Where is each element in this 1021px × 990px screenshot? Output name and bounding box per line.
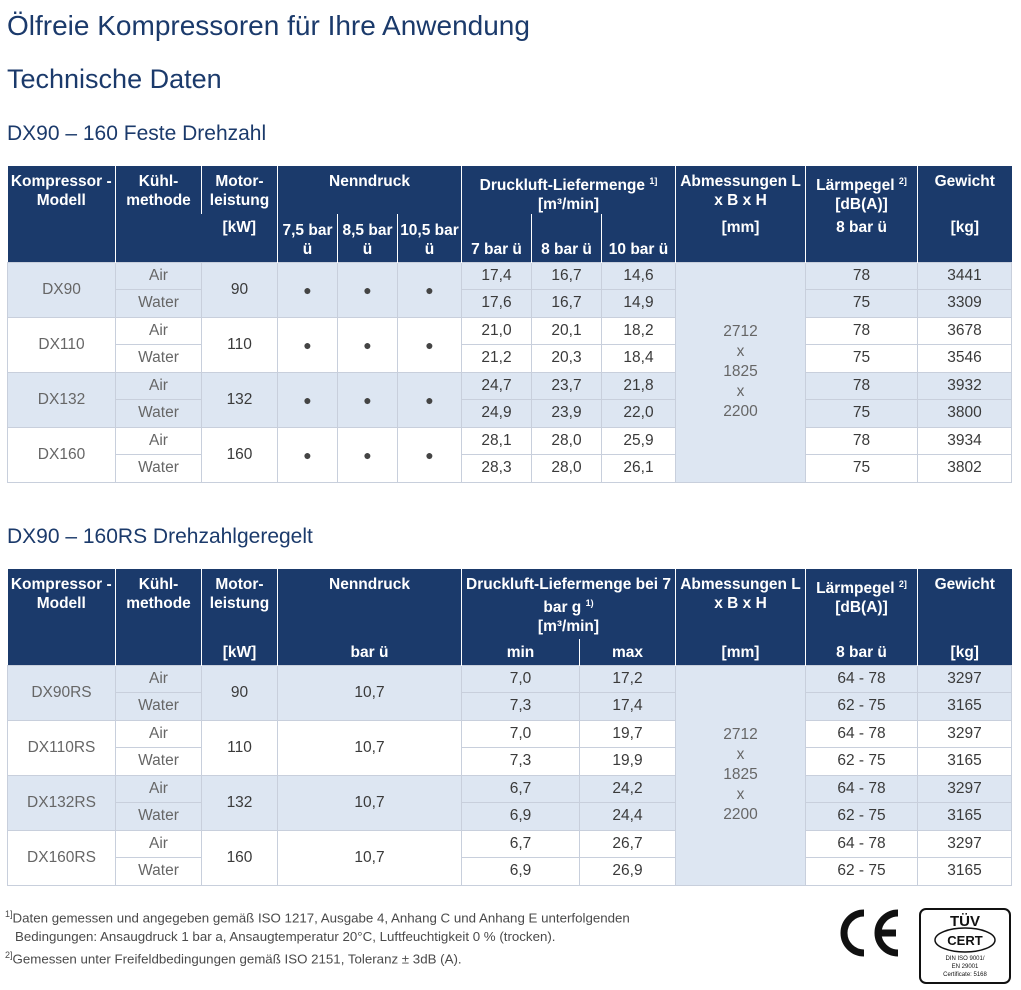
flow-min-value: 6,9 (462, 803, 580, 831)
col-flow (462, 166, 676, 214)
flow-footnote-mark: 1) (585, 598, 594, 608)
model-name: DX132 (8, 372, 116, 427)
flow-value: 23,7 (532, 372, 602, 400)
pressure-dot: ● (338, 262, 398, 317)
model-name: DX110 (8, 317, 116, 372)
col-model: Kompressor -Modell (8, 166, 116, 262)
footnote-2-mark: 2] (5, 950, 13, 960)
noise-value: 64 - 78 (806, 720, 918, 748)
col-model: Kompressor -Modell (8, 569, 116, 639)
table1-title: DX90 – 160 Feste Drehzahl (7, 122, 267, 145)
variable-speed-table (7, 569, 1012, 886)
pressure-dot: ● (278, 372, 338, 427)
cooling-method: Water (116, 858, 202, 886)
table-row (8, 427, 1012, 455)
motor-power: 132 (202, 372, 278, 427)
cooling-method: Water (116, 290, 202, 318)
cooling-method: Water (116, 693, 202, 721)
col-cooling: Kühl- methode (116, 166, 202, 262)
cooling-method: Water (116, 748, 202, 776)
flow-min-value: 6,7 (462, 775, 580, 803)
cooling-method: Air (116, 262, 202, 290)
pressure-dot: ● (338, 372, 398, 427)
weight-value: 3165 (918, 748, 1012, 776)
weight-value: 3934 (918, 427, 1012, 455)
flow-max: max (580, 639, 676, 665)
flow-value: 28,3 (462, 455, 532, 483)
pressure-dot: ● (338, 427, 398, 482)
col-weight: Gewicht (918, 166, 1012, 214)
pressure-dot: ● (278, 317, 338, 372)
tuv-line3: Certificate: 5168 (943, 972, 987, 978)
table-row (8, 748, 1012, 776)
flow-value: 16,7 (532, 262, 602, 290)
noise-label: Lärmpegel (816, 580, 895, 598)
cooling-method: Air (116, 372, 202, 400)
flow-max-value: 19,7 (580, 720, 676, 748)
flow-max-value: 17,2 (580, 665, 676, 693)
noise-footnote-mark: 2] (898, 176, 907, 186)
flow-max-value: 24,4 (580, 803, 676, 831)
noise-value: 62 - 75 (806, 693, 918, 721)
flow-value: 28,0 (532, 427, 602, 455)
dimension-part: 2712 (723, 726, 758, 743)
flow-value: 28,1 (462, 427, 532, 455)
dimensions-value (676, 665, 806, 885)
pressure-dot: ● (398, 427, 462, 482)
table-row (8, 693, 1012, 721)
table-row (8, 317, 1012, 345)
weight-value: 3546 (918, 345, 1012, 373)
flow-label: Druckluft-Liefermenge (479, 177, 646, 195)
weight-unit: [kg] (918, 214, 1012, 262)
flow-min-value: 6,9 (462, 858, 580, 886)
weight-value: 3297 (918, 775, 1012, 803)
pressure-7-5: 7,5 bar ü (278, 214, 338, 262)
table-row (8, 455, 1012, 483)
flow-unit: [m³/min] (537, 618, 600, 636)
pressure-unit: bar ü (278, 639, 462, 665)
tuv-cert-logo (919, 908, 1011, 984)
pressure-value: 10,7 (278, 830, 462, 885)
flow-value: 23,9 (532, 400, 602, 428)
noise-value: 64 - 78 (806, 775, 918, 803)
table-row (8, 775, 1012, 803)
tuv-line2: EN 29001 (951, 964, 979, 970)
noise-value: 75 (806, 455, 918, 483)
motor-unit: [kW] (202, 214, 278, 262)
weight-value: 3297 (918, 830, 1012, 858)
weight-value: 3932 (918, 372, 1012, 400)
flow-value: 26,1 (602, 455, 676, 483)
col-noise (806, 569, 918, 639)
weight-unit: [kg] (918, 639, 1012, 665)
pressure-value: 10,7 (278, 775, 462, 830)
dimensions-value (676, 262, 806, 482)
table-row (8, 372, 1012, 400)
col-cooling: Kühl- methode (116, 569, 202, 639)
dimension-part: x (736, 746, 745, 763)
noise-condition: 8 bar ü (806, 214, 918, 262)
flow-value: 17,6 (462, 290, 532, 318)
table2-title: DX90 – 160RS Drehzahlgeregelt (7, 525, 313, 548)
table-row (8, 830, 1012, 858)
flow-footnote-mark: 1] (649, 176, 658, 186)
weight-value: 3309 (918, 290, 1012, 318)
cooling-method: Air (116, 317, 202, 345)
pressure-8-5: 8,5 bar ü (338, 214, 398, 262)
noise-value: 64 - 78 (806, 665, 918, 693)
footnote-2 (5, 946, 462, 968)
flow-value: 21,8 (602, 372, 676, 400)
flow-value: 20,3 (532, 345, 602, 373)
flow-value: 21,2 (462, 345, 532, 373)
flow-value: 28,0 (532, 455, 602, 483)
dimension-part: x (736, 383, 745, 401)
noise-value: 78 (806, 372, 918, 400)
model-name: DX160RS (8, 830, 116, 885)
ce-mark-logo (836, 907, 902, 959)
dimension-part: x (736, 343, 745, 361)
weight-value: 3802 (918, 455, 1012, 483)
flow-value: 20,1 (532, 317, 602, 345)
noise-value: 62 - 75 (806, 748, 918, 776)
pressure-value: 10,7 (278, 665, 462, 720)
cooling-blank (116, 639, 202, 665)
noise-value: 62 - 75 (806, 858, 918, 886)
table-row (8, 262, 1012, 290)
flow-min-value: 7,3 (462, 748, 580, 776)
motor-power: 132 (202, 775, 278, 830)
noise-value: 62 - 75 (806, 803, 918, 831)
model-name: DX132RS (8, 775, 116, 830)
col-dimensions: Abmessungen L x B x H (676, 569, 806, 639)
pressure-dot: ● (278, 427, 338, 482)
dimension-part: 2712 (723, 323, 758, 341)
motor-power: 160 (202, 830, 278, 885)
pressure-dot: ● (398, 262, 462, 317)
dimensions-unit: [mm] (676, 214, 806, 262)
cooling-method: Water (116, 400, 202, 428)
table-row (8, 345, 1012, 373)
model-name: DX160 (8, 427, 116, 482)
flow-value: 22,0 (602, 400, 676, 428)
weight-value: 3165 (918, 803, 1012, 831)
dimension-part: x (736, 786, 745, 803)
flow-min-value: 6,7 (462, 830, 580, 858)
col-weight: Gewicht (918, 569, 1012, 639)
flow-value: 25,9 (602, 427, 676, 455)
cooling-method: Water (116, 803, 202, 831)
model-name: DX110RS (8, 720, 116, 775)
flow-min-value: 7,0 (462, 665, 580, 693)
dimensions-unit: [mm] (676, 639, 806, 665)
pressure-10-5: 10,5 bar ü (398, 214, 462, 262)
weight-value: 3297 (918, 720, 1012, 748)
pressure-value: 10,7 (278, 720, 462, 775)
dimension-part: 2200 (723, 403, 758, 421)
footnote-1-text2: Bedingungen: Ansaugdruck 1 bar a, Ansaugtemperatur 20°C, Luftfeuchtigkeit 0 % (trocken). (15, 929, 556, 945)
cert-text: CERT (947, 933, 983, 948)
tuv-line1: DIN ISO 9001/ (945, 956, 985, 962)
model-blank (8, 639, 116, 665)
noise-value: 64 - 78 (806, 830, 918, 858)
flow-7: 7 bar ü (462, 214, 532, 262)
motor-power: 90 (202, 262, 278, 317)
footnote-1 (5, 905, 630, 946)
model-name: DX90RS (8, 665, 116, 720)
footnote-1-mark: 1] (5, 909, 13, 919)
noise-value: 78 (806, 317, 918, 345)
flow-value: 21,0 (462, 317, 532, 345)
flow-min-value: 7,0 (462, 720, 580, 748)
noise-value: 78 (806, 427, 918, 455)
motor-power: 160 (202, 427, 278, 482)
motor-power: 90 (202, 665, 278, 720)
model-name: DX90 (8, 262, 116, 317)
motor-power: 110 (202, 720, 278, 775)
noise-condition: 8 bar ü (806, 639, 918, 665)
pressure-dot: ● (278, 262, 338, 317)
flow-label: Druckluft-Liefermenge bei 7 bar g (466, 576, 671, 617)
flow-10: 10 bar ü (602, 214, 676, 262)
motor-unit: [kW] (202, 639, 278, 665)
flow-max-value: 24,2 (580, 775, 676, 803)
pressure-dot: ● (398, 317, 462, 372)
weight-value: 3165 (918, 858, 1012, 886)
noise-label: Lärmpegel (816, 177, 895, 195)
col-dimensions: Abmessungen L x B x H (676, 166, 806, 214)
table-row (8, 400, 1012, 428)
page-subheading: Technische Daten (7, 64, 222, 94)
flow-min: min (462, 639, 580, 665)
flow-min-value: 7,3 (462, 693, 580, 721)
dimension-part: 2200 (723, 806, 758, 823)
flow-unit: [m³/min] (537, 196, 600, 214)
col-pressure: Nenndruck (278, 569, 462, 639)
flow-value: 24,9 (462, 400, 532, 428)
cooling-method: Air (116, 830, 202, 858)
flow-value: 24,7 (462, 372, 532, 400)
noise-unit: [dB(A)] (835, 196, 888, 214)
col-pressure: Nenndruck (278, 166, 462, 214)
flow-max-value: 26,7 (580, 830, 676, 858)
flow-8: 8 bar ü (532, 214, 602, 262)
table-row (8, 665, 1012, 693)
motor-power: 110 (202, 317, 278, 372)
fixed-speed-table (7, 166, 1012, 483)
cooling-method: Air (116, 427, 202, 455)
col-noise (806, 166, 918, 214)
footnote-1-text: Daten gemessen und angegeben gemäß ISO 1217, Ausgabe 4, Anhang C und Anhang E unterfolgenden (12, 910, 630, 926)
footnote-2-text: Gemessen unter Freifeldbedingungen gemäß ISO 2151, Toleranz ± 3dB (A). (12, 951, 462, 967)
flow-value: 18,2 (602, 317, 676, 345)
flow-max-value: 17,4 (580, 693, 676, 721)
noise-unit: [dB(A)] (835, 599, 888, 617)
weight-value: 3297 (918, 665, 1012, 693)
noise-value: 75 (806, 345, 918, 373)
noise-footnote-mark: 2] (898, 579, 907, 589)
cooling-method: Air (116, 665, 202, 693)
flow-value: 18,4 (602, 345, 676, 373)
noise-value: 78 (806, 262, 918, 290)
flow-value: 14,6 (602, 262, 676, 290)
weight-value: 3800 (918, 400, 1012, 428)
cooling-method: Water (116, 455, 202, 483)
table-row (8, 858, 1012, 886)
flow-max-value: 19,9 (580, 748, 676, 776)
cooling-method: Air (116, 775, 202, 803)
pressure-dot: ● (338, 317, 398, 372)
dimension-part: 1825 (723, 363, 758, 381)
table-row (8, 803, 1012, 831)
page-heading: Ölfreie Kompressoren für Ihre Anwendung (7, 10, 530, 41)
tuv-text: TÜV (950, 913, 980, 930)
cooling-method: Air (116, 720, 202, 748)
weight-value: 3165 (918, 693, 1012, 721)
noise-value: 75 (806, 290, 918, 318)
cooling-method: Water (116, 345, 202, 373)
col-flow (462, 569, 676, 639)
flow-value: 16,7 (532, 290, 602, 318)
pressure-dot: ● (398, 372, 462, 427)
dimension-part: 1825 (723, 766, 758, 783)
col-motor: Motor- leistung (202, 569, 278, 639)
flow-max-value: 26,9 (580, 858, 676, 886)
flow-value: 14,9 (602, 290, 676, 318)
table-row (8, 720, 1012, 748)
table-row (8, 290, 1012, 318)
weight-value: 3678 (918, 317, 1012, 345)
col-motor: Motor- leistung (202, 166, 278, 214)
weight-value: 3441 (918, 262, 1012, 290)
noise-value: 75 (806, 400, 918, 428)
flow-value: 17,4 (462, 262, 532, 290)
